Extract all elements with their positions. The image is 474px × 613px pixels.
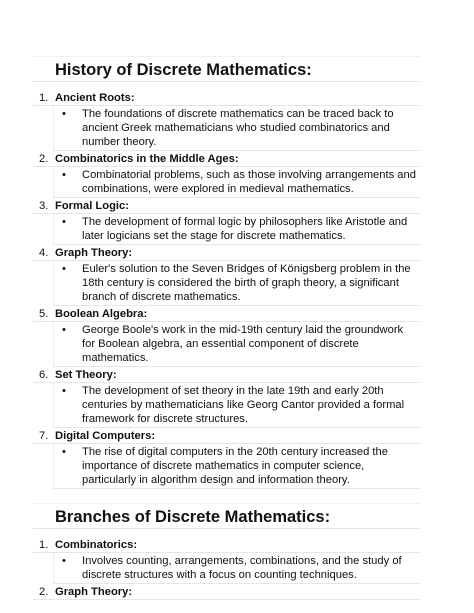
bullet-point (53, 383, 420, 428)
bullet-point (53, 261, 420, 306)
bullet-text: The development of formal logic by philosophers like Aristotle and later logicians set the stage for discrete mathematics. (82, 216, 408, 242)
list-item (33, 306, 420, 367)
item-number: 5. (39, 308, 49, 320)
bullet-icon: • (62, 324, 66, 336)
bullet-text: The foundations of discrete mathematics can be traced back to ancient Greek mathematicians who studied combinatorics and number theory. (82, 108, 394, 148)
item-number: 4. (39, 247, 49, 259)
bullet-icon: • (62, 555, 66, 567)
bullet-icon: • (62, 216, 66, 228)
item-title: Boolean Algebra: (55, 308, 148, 320)
list-item (33, 198, 420, 245)
bullet-text: The rise of digital computers in the 20th century increased the importance of discrete mathematics in computer science, particularly in algorithm design and information theory. (82, 446, 388, 486)
bullet-text: Euler's solution to the Seven Bridges of Königsberg problem in the 18th century is considered the birth of graph theory, a significant branch of discrete mathematics. (82, 263, 411, 303)
bullet-icon: • (62, 446, 66, 458)
bullet-point (53, 106, 420, 151)
list-item (33, 584, 420, 600)
bullet-text: Combinatorial problems, such as those involving arrangements and combinations, were explored in medieval mathematics. (82, 169, 416, 195)
item-title: Set Theory: (55, 369, 117, 381)
item-number: 2. (39, 586, 49, 598)
item-title: Graph Theory: (55, 586, 133, 598)
item-number: 1. (39, 92, 49, 104)
list-item (33, 245, 420, 306)
item-title: Formal Logic: (55, 200, 129, 212)
bullet-point (53, 322, 420, 367)
bullet-point (53, 214, 420, 245)
history-list (33, 90, 420, 489)
item-number: 2. (39, 153, 49, 165)
document-page (33, 56, 420, 600)
bullet-point (53, 444, 420, 489)
bullet-point (53, 553, 420, 584)
list-item (33, 90, 420, 151)
item-number: 7. (39, 430, 49, 442)
bullet-icon: • (62, 385, 66, 397)
bullet-point (53, 167, 420, 198)
list-item (33, 151, 420, 198)
list-item (33, 537, 420, 584)
list-item (33, 428, 420, 489)
item-title: Graph Theory: (55, 247, 133, 259)
item-title: Digital Computers: (55, 430, 156, 442)
branches-list (33, 537, 420, 600)
item-title: Combinatorics: (55, 539, 138, 551)
item-number: 6. (39, 369, 49, 381)
list-item (33, 367, 420, 428)
bullet-text: Involves counting, arrangements, combinations, and the study of discrete structures with a focus on counting techniques. (82, 555, 402, 581)
bullet-text: The development of set theory in the late 19th and early 20th centuries by mathematicians like Georg Cantor provided a formal framework for discrete structures. (82, 385, 405, 425)
section-heading-history: History of Discrete Mathematics: (33, 56, 420, 82)
bullet-icon: • (62, 263, 66, 275)
section-heading-branches: Branches of Discrete Mathematics: (33, 503, 420, 529)
bullet-text: George Boole's work in the mid-19th century laid the groundwork for Boolean algebra, an essential component of discrete mathematics. (82, 324, 404, 364)
item-number: 3. (39, 200, 49, 212)
item-title: Ancient Roots: (55, 92, 135, 104)
item-number: 1. (39, 539, 49, 551)
bullet-icon: • (62, 108, 66, 120)
bullet-icon: • (62, 169, 66, 181)
item-title: Combinatorics in the Middle Ages: (55, 153, 239, 165)
